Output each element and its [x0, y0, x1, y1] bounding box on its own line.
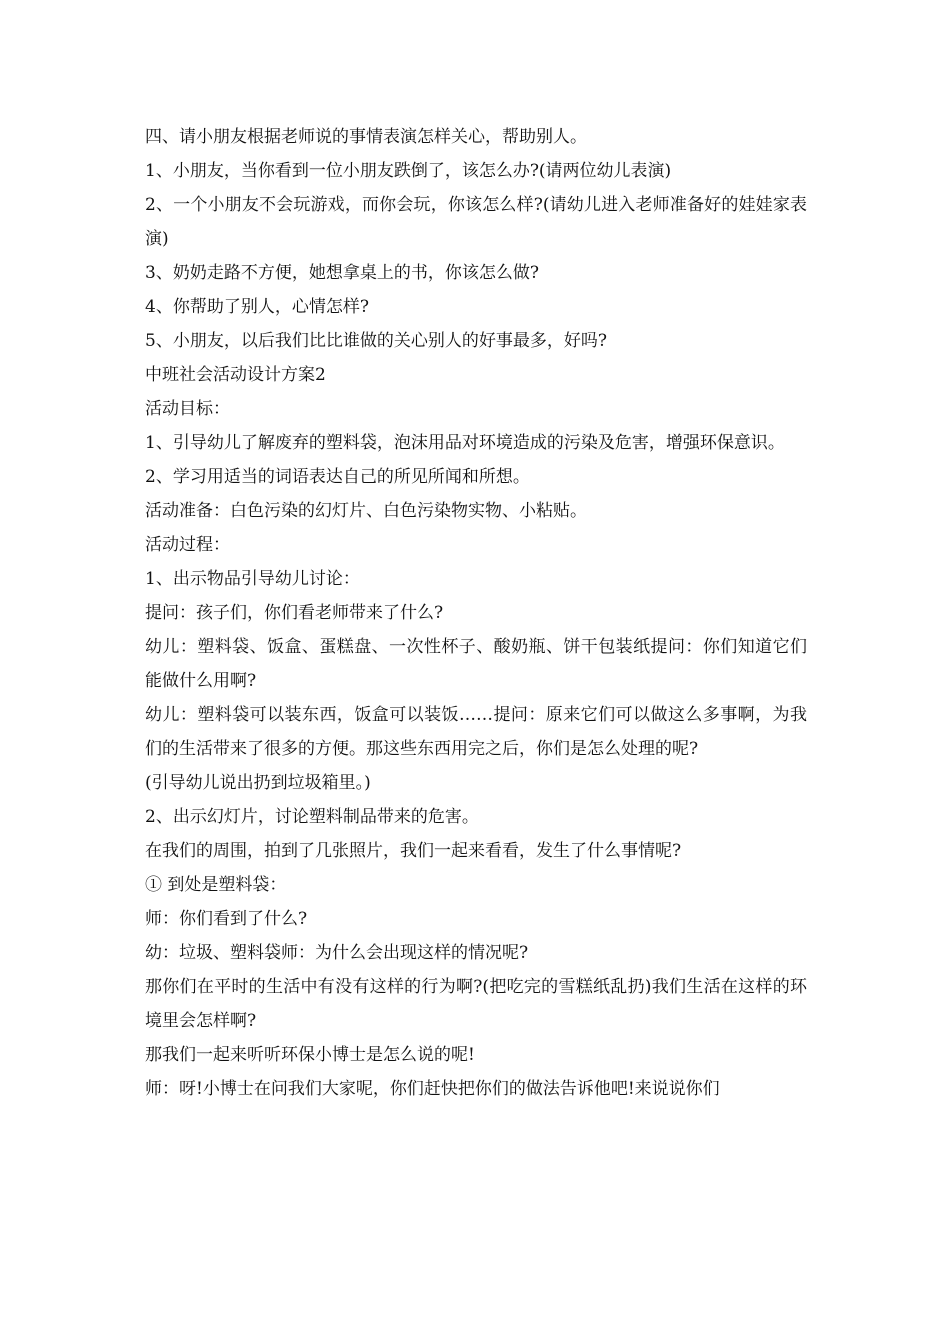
paragraph-line: 活动准备：白色污染的幻灯片、白色污染物实物、小粘贴。: [145, 501, 587, 521]
document-body: [145, 120, 807, 1106]
paragraph-line: 那你们在平时的生活中有没有这样的行为啊?(把吃完的雪糕纸乱扔)我们生活在这样的环境里会怎样啊?: [145, 977, 807, 1031]
paragraph-line: 4、你帮助了别人，心情怎样?: [145, 297, 369, 317]
paragraph-line: 1、引导幼儿了解废弃的塑料袋，泡沫用品对环境造成的污染及危害，增强环保意识。: [145, 433, 785, 453]
paragraph-line: 1、小朋友，当你看到一位小朋友跌倒了，该怎么办?(请两位幼儿表演): [145, 161, 672, 181]
paragraph-line: (引导幼儿说出扔到垃圾箱里。): [145, 773, 371, 793]
paragraph-line: 在我们的周围，拍到了几张照片，我们一起来看看，发生了什么事情呢?: [145, 841, 682, 861]
paragraph-line: ① 到处是塑料袋：: [145, 875, 287, 895]
paragraph-line: 2、一个小朋友不会玩游戏，而你会玩，你该怎么样?(请幼儿进入老师准备好的娃娃家表演): [145, 195, 807, 249]
paragraph-line: 2、出示幻灯片，讨论塑料制品带来的危害。: [145, 807, 479, 827]
paragraph-line: 四、请小朋友根据老师说的事情表演怎样关心，帮助别人。: [145, 127, 587, 147]
section-title: 中班社会活动设计方案2: [145, 365, 326, 385]
paragraph-line: 5、小朋友，以后我们比比谁做的关心别人的好事最多，好吗?: [145, 331, 607, 351]
paragraph-line: 那我们一起来听听环保小博士是怎么说的呢!: [145, 1045, 475, 1065]
section-heading: 活动过程：: [145, 535, 230, 555]
paragraph-line: 1、出示物品引导幼儿讨论：: [145, 569, 360, 589]
paragraph-line: 幼儿：塑料袋可以装东西，饭盒可以装饭……提问：原来它们可以做这么多事啊，为我们的生活带来了很多的方便。那这些东西用完之后，你们是怎么处理的呢?: [145, 705, 807, 759]
paragraph-line: 提问：孩子们，你们看老师带来了什么?: [145, 603, 444, 623]
paragraph-line: 师：你们看到了什么?: [145, 909, 308, 929]
paragraph-line: 幼：垃圾、塑料袋师：为什么会出现这样的情况呢?: [145, 943, 529, 963]
section-heading: 活动目标：: [145, 399, 230, 419]
paragraph-line: 幼儿：塑料袋、饭盒、蛋糕盘、一次性杯子、酸奶瓶、饼干包装纸提问：你们知道它们能做什么用啊?: [145, 637, 807, 691]
paragraph-line: 3、奶奶走路不方便，她想拿桌上的书，你该怎么做?: [145, 263, 539, 283]
paragraph-line: 2、学习用适当的词语表达自己的所见所闻和所想。: [145, 467, 530, 487]
paragraph-line: 师：呀!小博士在问我们大家呢，你们赶快把你们的做法告诉他吧!来说说你们: [145, 1079, 720, 1099]
